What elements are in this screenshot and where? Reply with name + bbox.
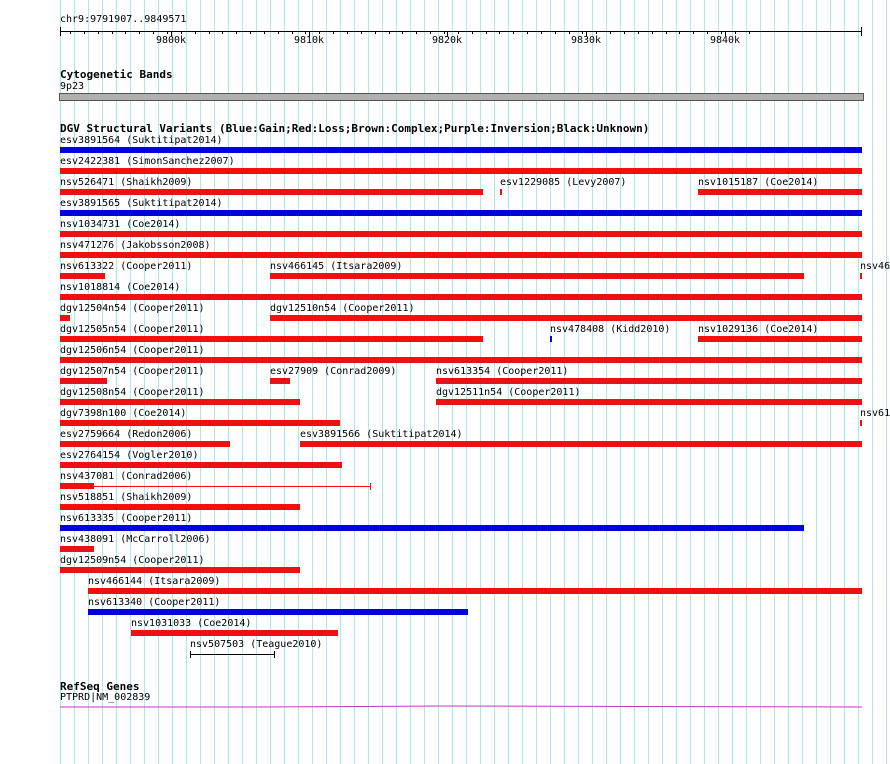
ruler-minor-tick xyxy=(139,31,140,34)
ruler-minor-tick xyxy=(693,31,694,34)
ruler-minor-tick xyxy=(582,31,583,34)
ruler-minor-tick xyxy=(513,31,514,34)
ruler-minor-tick xyxy=(444,31,445,34)
variant-bar[interactable] xyxy=(60,357,862,363)
variant-label[interactable]: dgv12508n54 (Cooper2011) xyxy=(60,387,205,398)
variant-label[interactable]: dgv12510n54 (Cooper2011) xyxy=(270,303,415,314)
variant-bar[interactable] xyxy=(60,567,300,573)
variant-label[interactable]: nsv1029136 (Coe2014) xyxy=(698,324,819,335)
variant-bar[interactable] xyxy=(60,189,483,195)
variant-bar[interactable] xyxy=(88,588,862,594)
ruler-minor-tick xyxy=(541,31,542,34)
ruler-minor-tick xyxy=(112,31,113,34)
variant-label[interactable]: dgv7398n100 (Coe2014) xyxy=(60,408,187,419)
ruler-minor-tick xyxy=(125,31,126,34)
variant-label[interactable]: dgv12511n54 (Cooper2011) xyxy=(436,387,581,398)
ruler-minor-tick xyxy=(721,31,722,34)
variant-label[interactable]: dgv12505n54 (Cooper2011) xyxy=(60,324,205,335)
ruler-minor-tick xyxy=(278,31,279,34)
refseq-gene-label[interactable]: PTPRD|NM_002839 xyxy=(60,692,151,703)
variant-bar[interactable] xyxy=(270,378,290,384)
variant-label[interactable]: nsv507503 (Teague2010) xyxy=(190,639,323,650)
variant-bar[interactable] xyxy=(60,168,862,174)
ruler-minor-tick xyxy=(375,31,376,34)
variant-label[interactable]: dgv12509n54 (Cooper2011) xyxy=(60,555,205,566)
cytoband-bar[interactable] xyxy=(59,93,864,101)
variant-label[interactable]: dgv12507n54 (Cooper2011) xyxy=(60,366,205,377)
variant-bar[interactable] xyxy=(60,315,70,321)
variant-label[interactable]: esv2759664 (Redon2006) xyxy=(60,429,193,440)
ruler-minor-tick xyxy=(499,31,500,34)
variant-label[interactable]: esv1229085 (Levy2007) xyxy=(500,177,627,188)
ruler-tick-label: 9830k xyxy=(570,35,602,46)
ruler-tick-label: 9800k xyxy=(155,35,187,46)
ruler-minor-tick xyxy=(430,31,431,34)
variant-bar[interactable] xyxy=(60,504,300,510)
ruler-minor-tick xyxy=(319,31,320,34)
variant-bar[interactable] xyxy=(60,336,483,342)
variant-span-line[interactable] xyxy=(190,654,274,655)
ruler-minor-tick xyxy=(361,31,362,34)
variant-bar[interactable] xyxy=(60,231,862,237)
variant-bar[interactable] xyxy=(436,378,862,384)
variant-bar[interactable] xyxy=(60,462,342,468)
variant-bar[interactable] xyxy=(60,252,862,258)
ruler-minor-tick xyxy=(222,31,223,34)
variant-bar[interactable] xyxy=(60,546,94,552)
variant-endcap xyxy=(370,483,371,490)
variant-label[interactable]: esv3891566 (Suktitipat2014) xyxy=(300,429,463,440)
variant-span-line[interactable] xyxy=(60,486,370,487)
variant-bar[interactable] xyxy=(60,378,107,384)
variant-bar[interactable] xyxy=(270,315,862,321)
ruler-minor-tick xyxy=(167,31,168,34)
variant-label[interactable]: nsv61 xyxy=(860,408,890,419)
variant-label[interactable]: nsv478408 (Kidd2010) xyxy=(550,324,671,335)
ruler-minor-tick xyxy=(486,31,487,34)
ruler-minor-tick xyxy=(389,31,390,34)
variant-bar[interactable] xyxy=(88,609,468,615)
variant-bar[interactable] xyxy=(60,210,862,216)
variant-label[interactable]: nsv526471 (Shaikh2009) xyxy=(60,177,193,188)
ruler-minor-tick xyxy=(98,31,99,34)
variant-label[interactable]: dgv12506n54 (Cooper2011) xyxy=(60,345,205,356)
variant-bar[interactable] xyxy=(550,336,552,342)
variant-label[interactable]: esv3891565 (Suktitipat2014) xyxy=(60,198,223,209)
variant-bar[interactable] xyxy=(270,273,804,279)
ruler-minor-tick xyxy=(624,31,625,34)
ruler-minor-tick xyxy=(333,31,334,34)
ruler-minor-tick xyxy=(250,31,251,34)
dgv-track-title: DGV Structural Variants (Blue:Gain;Red:Loss;Brown:Complex;Purple:Inversion;Black:Unknown) xyxy=(60,122,650,135)
ruler-minor-tick xyxy=(153,31,154,34)
ruler-minor-tick xyxy=(402,31,403,34)
variant-bar[interactable] xyxy=(60,420,340,426)
variant-bar[interactable] xyxy=(698,189,862,195)
ruler-minor-tick xyxy=(569,31,570,34)
coordinate-label: chr9:9791907..9849571 xyxy=(60,14,187,25)
ruler-minor-tick xyxy=(749,31,750,34)
variant-label[interactable]: nsv1015187 (Coe2014) xyxy=(698,177,819,188)
variant-label[interactable]: nsv438091 (McCarroll2006) xyxy=(60,534,211,545)
variant-label[interactable]: nsv613340 (Cooper2011) xyxy=(88,597,221,608)
ruler-minor-tick xyxy=(305,31,306,34)
ruler-tick-label: 9840k xyxy=(709,35,741,46)
variant-label[interactable]: nsv466144 (Itsara2009) xyxy=(88,576,221,587)
variant-bar[interactable] xyxy=(60,147,862,153)
ruler-minor-tick xyxy=(264,31,265,34)
variant-label[interactable]: nsv437081 (Conrad2006) xyxy=(60,471,193,482)
ruler-minor-tick xyxy=(610,31,611,34)
variant-label[interactable]: dgv12504n54 (Cooper2011) xyxy=(60,303,205,314)
variant-label[interactable]: nsv613322 (Cooper2011) xyxy=(60,261,193,272)
ruler-minor-tick xyxy=(195,31,196,34)
ruler-minor-tick xyxy=(70,31,71,34)
ruler-minor-tick xyxy=(555,31,556,34)
variant-label[interactable]: nsv613335 (Cooper2011) xyxy=(60,513,193,524)
variant-label[interactable]: nsv471276 (Jakobsson2008) xyxy=(60,240,211,251)
ruler-tick-label: 9810k xyxy=(293,35,325,46)
ruler-minor-tick xyxy=(209,31,210,34)
variant-bar[interactable] xyxy=(698,336,862,342)
ruler-minor-tick xyxy=(666,31,667,34)
refseq-gene-feature[interactable] xyxy=(60,704,862,708)
cytoband-track-title: Cytogenetic Bands xyxy=(60,68,173,81)
variant-label[interactable]: nsv1018814 (Coe2014) xyxy=(60,282,181,293)
ruler-minor-tick xyxy=(181,31,182,34)
refseq-track-title: RefSeq Genes xyxy=(60,680,140,693)
variant-label[interactable]: esv27909 (Conrad2009) xyxy=(270,366,397,377)
variant-bar[interactable] xyxy=(436,399,862,405)
ruler-minor-tick xyxy=(527,31,528,34)
ruler-minor-tick xyxy=(707,31,708,34)
variant-bar[interactable] xyxy=(60,525,804,531)
variant-label[interactable]: esv2422381 (SimonSanchez2007) xyxy=(60,156,235,167)
variant-bar[interactable] xyxy=(500,189,502,195)
ruler-tick-label: 9820k xyxy=(431,35,463,46)
ruler-minor-tick xyxy=(652,31,653,34)
variant-bar[interactable] xyxy=(60,441,230,447)
variant-label[interactable]: nsv1031033 (Coe2014) xyxy=(131,618,252,629)
ruler-minor-tick xyxy=(236,31,237,34)
ruler-minor-tick xyxy=(735,31,736,34)
ruler-minor-tick xyxy=(679,31,680,34)
ruler-minor-tick xyxy=(638,31,639,34)
ruler-right-cap xyxy=(861,27,862,36)
ruler-minor-tick xyxy=(347,31,348,34)
variant-label[interactable]: esv2764154 (Vogler2010) xyxy=(60,450,199,461)
ruler-minor-tick xyxy=(84,31,85,34)
variant-endcap xyxy=(190,651,191,658)
ruler-minor-tick xyxy=(458,31,459,34)
variant-label[interactable]: nsv1034731 (Coe2014) xyxy=(60,219,181,230)
variant-label[interactable]: nsv46 xyxy=(860,261,890,272)
variant-bar[interactable] xyxy=(131,630,338,636)
ruler-minor-tick xyxy=(292,31,293,34)
ruler-minor-tick xyxy=(416,31,417,34)
ruler-minor-tick xyxy=(472,31,473,34)
variant-endcap xyxy=(274,651,275,658)
variant-bar[interactable] xyxy=(60,294,862,300)
variant-label[interactable]: nsv518851 (Shaikh2009) xyxy=(60,492,193,503)
cytoband-label: 9p23 xyxy=(60,81,85,92)
variant-label[interactable]: nsv613354 (Cooper2011) xyxy=(436,366,569,377)
variant-bar[interactable] xyxy=(860,273,862,279)
variant-bar[interactable] xyxy=(860,420,862,426)
variant-bar[interactable] xyxy=(300,441,862,447)
variant-label[interactable]: esv3891564 (Suktitipat2014) xyxy=(60,135,223,146)
variant-label[interactable]: nsv466145 (Itsara2009) xyxy=(270,261,403,272)
variant-bar[interactable] xyxy=(60,273,105,279)
ruler-minor-tick xyxy=(596,31,597,34)
variant-bar[interactable] xyxy=(60,399,300,405)
